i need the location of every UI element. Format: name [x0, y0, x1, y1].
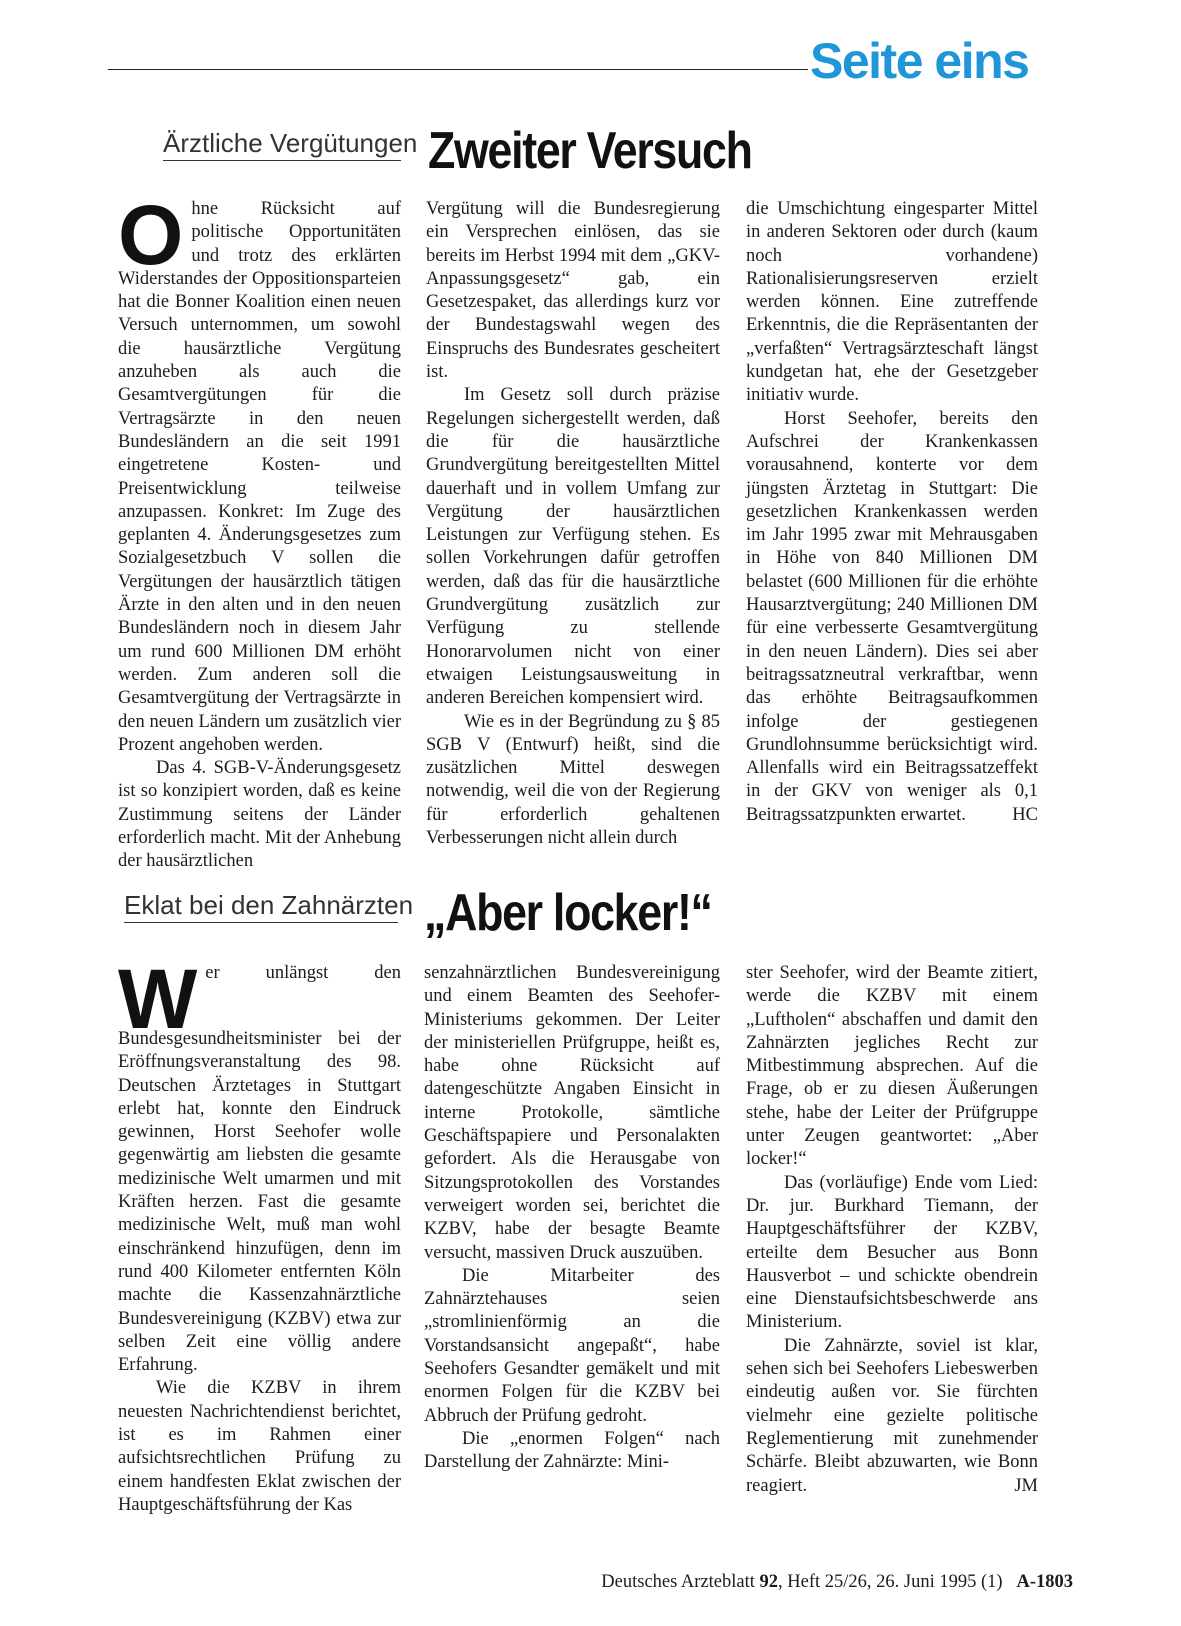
page-footer: [601, 1573, 1073, 1592]
article2-paragraph: Wie die KZBV in ihrem neuesten Nachrichtendienst berichtet, ist es im Rahmen einer aufsichtsrechtlichen Prüfung zu einem handfesten Eklat zwischen der Hauptgeschäftsführung der Kas: [118, 1378, 401, 1515]
article2-column-2: [424, 962, 720, 1475]
article1-column-3: [746, 198, 1038, 827]
article2-headline: „Aber locker!“: [424, 884, 712, 942]
footer-issue-info: , Heft 25/26, 26. Juni 1995 (1): [778, 1572, 1003, 1592]
section-title: Seite eins: [810, 33, 1029, 89]
article1-signature: HC: [1012, 804, 1038, 825]
article1-column-2: [426, 198, 720, 850]
header-rule: [108, 69, 808, 70]
footer-volume: 92: [759, 1572, 779, 1592]
article2-kicker: Eklat bei den Zahnärzten: [124, 890, 414, 920]
article1-kicker-rule: [163, 160, 401, 161]
article2-paragraph: Die „enormen Folgen“ nach Darstellung der Zahnärzte: Mini-: [424, 1428, 720, 1473]
article2-column-1: [118, 952, 401, 1517]
article1-paragraph: Das 4. SGB-V-Änderungsgesetz ist so konzipiert worden, daß es keine Zustimmung seitens der Länder erforderlich macht. Mit der Anhebung der hausärztlichen: [118, 758, 401, 872]
article2-column-3: [746, 962, 1038, 1498]
article2-kicker-rule: [124, 922, 398, 923]
article2-col1-text-1: er unlängst den Bundesgesundheitsminister bei der Eröffnungsveranstaltung des 98. Deutschen Ärztetages in Stuttgart erlebt hat, konnte den Eindruck gewinnen, Horst Seehofer wolle gegenwärtig am liebsten die gesamte medizinische Welt umarmen und mit Kräften herzen. Fast die gesamte medizinische Welt, muß man wohl einschränkend hinzufügen, denn im rund 400 Kilometer entfernten Köln machte die Kassenzahnärztliche Bundesvereinigung (KZBV) etwa zur selben Zeit eine völlig andere Erfahrung.: [118, 963, 401, 1376]
article2-paragraph: Das (vorläufige) Ende vom Lied: Dr. jur. Burkhard Tiemann, der Hauptgeschäftsführer der KZBV, erteilte dem Besucher aus Bonn Hausverbot – und schickte obendrein eine Dienstaufsichtsbeschwerde ans Ministerium.: [746, 1172, 1038, 1333]
footer-page-number: A-1803: [1016, 1572, 1073, 1592]
article1-col3-text-2: Horst Seehofer, bereits den Aufschrei der Krankenkassen vorausahnend, konterte vor dem jüngsten Ärztetag in Stuttgart: Die gesetzlichen Krankenkassen werden im Jahr 1995 zwar mit Mehrausgaben in Höhe von 840 Millionen DM belastet (600 Millionen für die erhöhte Hausarztvergütung; 240 Millionen DM für eine verbesserte Gesamtvergütung in den neuen Ländern). Dies sei aber beitragssatzneutral verkraftbar, wenn das erhöhte Beitragsaufkommen infolge der gestiegenen Grundlohnsumme berücksichtigt wird. Allenfalls wird ein Beitragssatzeffekt in der GKV von weniger als 0,1 Beitragssatzpunkten erwartet.: [746, 408, 1038, 825]
footer-journal: Deutsches Arzteblatt: [601, 1572, 755, 1592]
article2-paragraph: ster Seehofer, wird der Beamte zitiert, werde die KZBV mit einem „Luftholen“ abschaffen und damit den Zahnärzten jegliches Recht zur Mitbestimmung absprechen. Auf die Frage, ob er zu diesen Äußerungen stehe, habe der Leiter der Prüfgruppe unter Zeugen geantwortet: „Aber locker!“: [746, 963, 1038, 1170]
article1-paragraph: [118, 188, 401, 757]
article1-paragraph: die Umschichtung eingesparter Mittel in anderen Sektoren oder durch (kaum noch vorhandene) Rationalisierungsreserven erzielt werden können. Eine zutreffende Erkenntnis, die die Repräsentanten der „verfaßten“ Vertragsärzteschaft längst kundgetan hat, ehe der Gesetzgeber initiativ wurde.: [746, 199, 1038, 406]
article1-kicker: Ärztliche Vergütungen: [163, 128, 418, 158]
article1-paragraph: Vergütung will die Bundesregierung ein Versprechen einlösen, das sie bereits im Herbst 1994 mit dem „GKV-Anpassungsgesetz“ gab, ein Gesetzespaket, das allerdings kurz vor der Bundestagswahl wegen des Einspruchs des Bundesrates gescheitert ist.: [426, 199, 720, 383]
article2-dropcap: W: [118, 952, 198, 1046]
article2-signature: JM: [1014, 1475, 1038, 1496]
article1-paragraph: [746, 408, 1038, 827]
article2-paragraph: [746, 1335, 1038, 1498]
article1-dropcap: O: [118, 188, 184, 282]
article2-paragraph: Die Mitarbeiter des Zahnärztehauses seien „stromlinienförmig an die Vorstandsansicht angepaßt“, habe Seehofers Gesandter gemäkelt und mit enormen Folgen für die KZBV bei Abbruch der Prüfung gedroht.: [424, 1265, 720, 1426]
article1-headline: Zweiter Versuch: [428, 122, 752, 180]
article1-paragraph: Wie es in der Begründung zu § 85 SGB V (Entwurf) heißt, sind die zusätzlichen Mittel deswegen notwendig, weil die von der Regierung für erforderlich gehaltenen Verbesserungen nicht allein durch: [426, 711, 720, 849]
article1-col1-text-1: hne Rücksicht auf politische Opportunitäten und trotz des erklärten Widerstandes der Oppositionsparteien hat die Bonner Koalition einen neuen Versuch unternommen, um sowohl die hausärztliche Vergütung anzuheben als auch die Gesamtvergütungen für die Vertragsärzte in den neuen Bundesländern an die seit 1991 eingetretene Kosten- und Preisentwicklung teilweise anzupassen. Konkret: Im Zuge des geplanten 4. Änderungsgesetzes zum Sozialgesetzbuch V sollen die Vergütungen der hausärztlich tätigen Ärzte in den alten und in den neuen Bundesländern noch in diesem Jahr um rund 600 Millionen DM erhöht werden. Zum anderen soll die Gesamtvergütung der Vertragsärzte in den neuen Ländern um zusätzlich vier Prozent angehoben werden.: [118, 199, 401, 755]
article2-paragraph: [118, 952, 401, 1377]
article2-col3-text-3: Die Zahnärzte, soviel ist klar, sehen sich bei Seehofers Liebeswerben eindeutig außen vor. Sie fürchten vielmehr eine gezielte politische Reglementierung mit zunehmender Schärfe. Bleibt abzuwarten, wie Bonn reagiert.: [746, 1335, 1038, 1496]
article2-paragraph: senzahnärztlichen Bundesvereinigung und einem Beamten des Seehofer-Ministeriums gekommen. Der Leiter der ministeriellen Prüfgruppe, heißt es, habe ohne Rücksicht auf datengeschützte Angaben Einsicht in interne Protokolle, sämtliche Geschäftspapiere und Personalakten gefordert. Als die Herausgabe von Sitzungsprotokollen des Vorstandes verweigert worden sei, berichtet die KZBV, habe der besagte Beamte versucht, massiven Druck auszuüben.: [424, 963, 720, 1263]
article1-column-1: [118, 188, 401, 874]
article1-paragraph: Im Gesetz soll durch präzise Regelungen sichergestellt werden, daß die für die hausärztliche Grundvergütung bereitgestellten Mittel dauerhaft und in vollem Umfang zur Vergütung der hausärztlichen Leistungen zur Verfügung stehen. Es sollen Vorkehrungen dafür getroffen werden, daß das für die hausärztliche Grundvergütung zusätzlich zur Verfügung zu stellende Honorarvolumen nicht von einer etwaigen Leistungsausweitung in anderen Bereichen kompensiert wird.: [426, 385, 720, 709]
